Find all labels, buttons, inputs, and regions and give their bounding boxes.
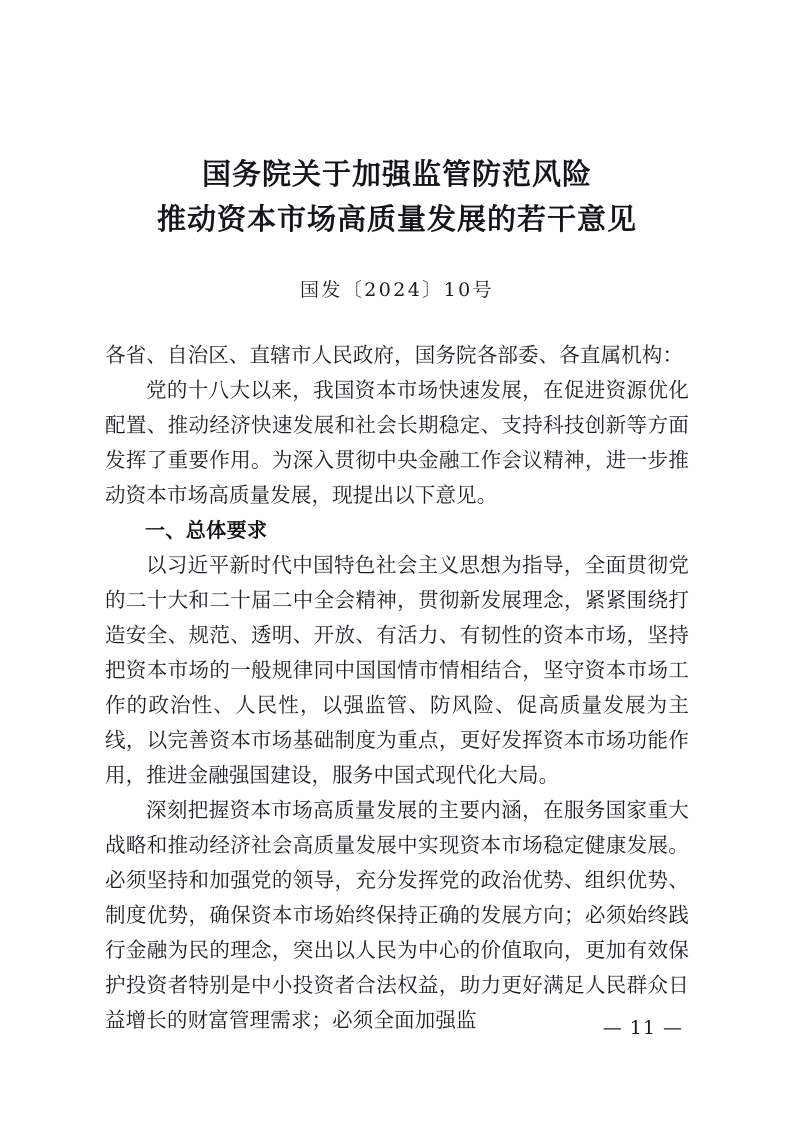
section-heading-overall-requirements: 一、总体要求 xyxy=(145,518,268,542)
paragraph-main-connotation: 深刻把握资本市场高质量发展的主要内涵，在服务国家重大战略和推动经济社会高质量发展中实现资本市场稳定健康发展。必须坚持和加强党的领导，充分发挥党的政治优势、组织优势、制度优势，确保资本市场始终保持正确的发展方向；必须始终践行金融为民的理念，突出以人民为中心的价值取向，更加有效保护投资者特别是中小投资者合法权益，助力更好满足人民群众日益增长的财富管理需求；必须全面加强监 xyxy=(105,798,689,1032)
paragraph-preamble: 党的十八大以来，我国资本市场快速发展，在促进资源优化配置、推动经济快速发展和社会长期稳定、支持科技创新等方面发挥了重要作用。为深入贯彻中央金融工作会议精神，进一步推动资本市场高质量发展，现提出以下意见。 xyxy=(105,378,689,507)
document-title xyxy=(0,152,794,242)
document-serial-number: 国发〔2024〕10号 xyxy=(300,279,494,301)
document-title-line-1: 国务院关于加强监管防范风险 xyxy=(201,157,592,191)
salutation-line: 各省、自治区、直辖市人民政府，国务院各部委、各直属机构： xyxy=(105,343,684,367)
document-body xyxy=(105,338,689,1038)
document-title-line-2: 推动资本市场高质量发展的若干意见 xyxy=(156,202,637,236)
paragraph-guiding-ideology: 以习近平新时代中国特色社会主义思想为指导，全面贯彻党的二十大和二十届二中全会精神，贯彻新发展理念，紧紧围绕打造安全、规范、透明、开放、有活力、有韧性的资本市场，坚持把资本市场的一般规律同中国国情市情相结合，坚守资本市场工作的政治性、人民性，以强监管、防风险、促高质量发展为主线，以完善资本市场基础制度为重点，更好发挥资本市场功能作用，推进金融强国建设，服务中国式现代化大局。 xyxy=(105,553,689,787)
page-number-marker: — 11 — xyxy=(602,1017,683,1039)
